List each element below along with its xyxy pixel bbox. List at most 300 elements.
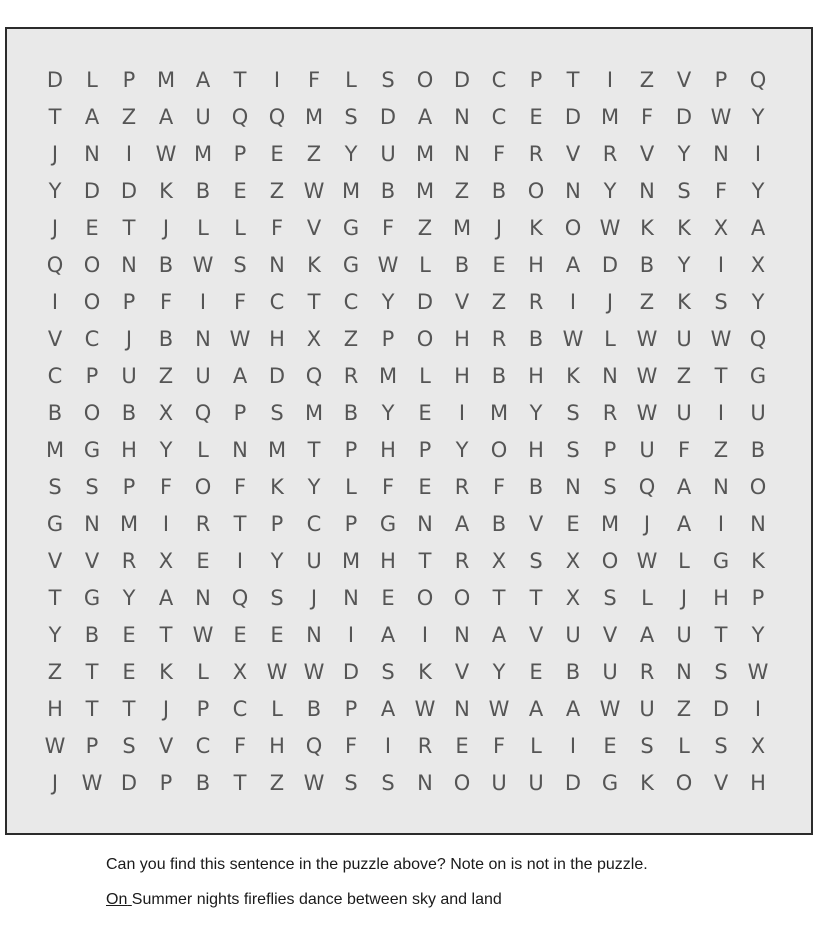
grid-letter[interactable]: X [565,586,581,610]
grid-letter[interactable]: K [418,660,432,684]
grid-letter[interactable]: Y [344,142,358,166]
grid-letter[interactable]: H [47,697,63,721]
grid-letter[interactable]: T [122,697,136,721]
grid-letter[interactable]: P [270,512,284,536]
grid-letter[interactable]: B [528,475,544,499]
grid-letter[interactable]: S [270,586,284,610]
grid-letter[interactable]: D [453,68,471,92]
grid-letter[interactable]: U [750,401,766,425]
grid-letter[interactable]: A [417,105,433,129]
grid-letter[interactable]: S [381,68,395,92]
grid-letter[interactable]: A [158,586,174,610]
grid-letter[interactable]: B [195,771,211,795]
grid-letter[interactable]: S [122,734,136,758]
grid-letter[interactable]: Y [751,179,765,203]
grid-letter[interactable]: S [85,475,99,499]
grid-letter[interactable]: O [675,771,693,795]
grid-letter[interactable]: E [603,734,617,758]
grid-letter[interactable]: P [122,290,136,314]
grid-letter[interactable]: E [418,401,432,425]
grid-letter[interactable]: Z [454,179,470,203]
grid-letter[interactable]: O [490,438,508,462]
grid-letter[interactable]: Y [603,179,617,203]
grid-letter[interactable]: B [47,401,63,425]
grid-letter[interactable]: D [416,290,434,314]
grid-letter[interactable]: K [270,475,284,499]
grid-letter[interactable]: S [603,586,617,610]
grid-letter[interactable]: I [606,68,614,92]
grid-letter[interactable]: P [196,697,210,721]
grid-letter[interactable]: D [268,364,286,388]
grid-letter[interactable]: A [232,364,248,388]
grid-letter[interactable]: W [266,660,288,684]
grid-letter[interactable]: W [192,253,214,277]
grid-letter[interactable]: B [343,401,359,425]
grid-letter[interactable]: L [234,216,246,240]
grid-letter[interactable]: O [83,401,101,425]
grid-letter[interactable]: W [636,549,658,573]
grid-letter[interactable]: M [45,438,65,462]
grid-letter[interactable]: A [565,253,581,277]
grid-letter[interactable]: S [714,290,728,314]
grid-letter[interactable]: H [528,364,544,388]
grid-letter[interactable]: J [495,216,503,240]
grid-letter[interactable]: G [342,216,360,240]
grid-letter[interactable]: D [342,660,360,684]
grid-letter[interactable]: J [680,586,688,610]
grid-letter[interactable]: H [121,438,137,462]
grid-letter[interactable]: B [306,697,322,721]
grid-letter[interactable]: G [749,364,767,388]
grid-letter[interactable]: W [710,327,732,351]
grid-letter[interactable]: S [233,253,247,277]
grid-letter[interactable]: F [159,290,173,314]
grid-letter[interactable]: B [84,623,100,647]
grid-letter[interactable]: Z [47,660,63,684]
grid-letter[interactable]: G [601,771,619,795]
grid-letter[interactable]: A [676,475,692,499]
grid-letter[interactable]: H [528,253,544,277]
grid-letter[interactable]: P [418,438,432,462]
grid-letter[interactable]: Z [269,771,285,795]
grid-letter[interactable]: M [341,549,361,573]
grid-letter[interactable]: Z [676,364,692,388]
grid-letter[interactable]: O [453,771,471,795]
grid-letter[interactable]: L [678,549,690,573]
grid-letter[interactable]: R [417,734,433,758]
grid-letter[interactable]: U [380,142,396,166]
grid-letter[interactable]: C [491,68,507,92]
grid-letter[interactable]: E [196,549,210,573]
grid-letter[interactable]: E [381,586,395,610]
grid-letter[interactable]: L [345,475,357,499]
grid-letter[interactable]: I [421,623,429,647]
grid-letter[interactable]: W [303,179,325,203]
grid-letter[interactable]: F [714,179,728,203]
grid-letter[interactable]: I [236,549,244,573]
grid-letter[interactable]: V [47,549,63,573]
grid-letter[interactable]: W [414,697,436,721]
grid-letter[interactable]: M [415,142,435,166]
grid-letter[interactable]: M [341,179,361,203]
grid-letter[interactable]: I [458,401,466,425]
grid-letter[interactable]: V [676,68,692,92]
grid-letter[interactable]: W [155,142,177,166]
grid-letter[interactable]: W [710,105,732,129]
grid-letter[interactable]: X [713,216,729,240]
grid-letter[interactable]: G [83,586,101,610]
grid-letter[interactable]: W [636,327,658,351]
grid-letter[interactable]: I [51,290,59,314]
grid-letter[interactable]: Q [749,68,767,92]
grid-letter[interactable]: H [454,327,470,351]
grid-letter[interactable]: W [562,327,584,351]
grid-letter[interactable]: K [640,216,654,240]
grid-letter[interactable]: C [491,105,507,129]
grid-letter[interactable]: V [528,623,544,647]
grid-letter[interactable]: N [639,179,655,203]
grid-letter[interactable]: Y [307,475,321,499]
grid-letter[interactable]: H [269,734,285,758]
grid-letter[interactable]: N [713,475,729,499]
grid-letter[interactable]: Y [492,660,506,684]
grid-letter[interactable]: Z [269,179,285,203]
grid-letter[interactable]: E [122,660,136,684]
grid-letter[interactable]: N [454,142,470,166]
grid-letter[interactable]: E [270,142,284,166]
grid-letter[interactable]: D [120,771,138,795]
grid-letter[interactable]: P [159,771,173,795]
grid-letter[interactable]: B [380,179,396,203]
grid-letter[interactable]: F [381,475,395,499]
grid-letter[interactable]: N [306,623,322,647]
grid-letter[interactable]: R [528,142,544,166]
grid-letter[interactable]: T [492,586,506,610]
grid-letter[interactable]: O [416,327,434,351]
grid-letter[interactable]: O [453,586,471,610]
grid-letter[interactable]: U [676,327,692,351]
grid-letter[interactable]: J [643,512,651,536]
grid-letter[interactable]: V [639,142,655,166]
grid-letter[interactable]: K [566,364,580,388]
grid-letter[interactable]: V [84,549,100,573]
grid-letter[interactable]: P [233,401,247,425]
grid-letter[interactable]: R [639,660,655,684]
grid-letter[interactable]: T [307,438,321,462]
grid-letter[interactable]: V [306,216,322,240]
grid-letter[interactable]: N [565,475,581,499]
grid-letter[interactable]: S [381,771,395,795]
grid-letter[interactable]: L [678,734,690,758]
grid-letter[interactable]: Z [158,364,174,388]
grid-letter[interactable]: F [492,475,506,499]
grid-letter[interactable]: Y [751,623,765,647]
grid-letter[interactable]: O [527,179,545,203]
grid-letter[interactable]: L [197,216,209,240]
grid-letter[interactable]: X [491,549,507,573]
grid-letter[interactable]: X [306,327,322,351]
grid-letter[interactable]: P [233,142,247,166]
grid-letter[interactable]: X [158,549,174,573]
grid-letter[interactable]: M [452,216,472,240]
grid-letter[interactable]: L [419,364,431,388]
grid-letter[interactable]: T [714,364,728,388]
grid-letter[interactable]: Y [529,401,543,425]
grid-letter[interactable]: S [529,549,543,573]
grid-letter[interactable]: V [528,512,544,536]
grid-letter[interactable]: P [603,438,617,462]
grid-letter[interactable]: S [270,401,284,425]
grid-letter[interactable]: O [83,290,101,314]
grid-letter[interactable]: C [232,697,248,721]
grid-letter[interactable]: R [195,512,211,536]
grid-letter[interactable]: F [492,142,506,166]
grid-letter[interactable]: S [640,734,654,758]
grid-letter[interactable]: K [159,179,173,203]
grid-letter[interactable]: F [307,68,321,92]
grid-letter[interactable]: F [640,105,654,129]
grid-letter[interactable]: Z [491,290,507,314]
grid-letter[interactable]: Q [194,401,212,425]
grid-letter[interactable]: Z [639,68,655,92]
grid-letter[interactable]: F [233,475,247,499]
grid-letter[interactable]: A [380,697,396,721]
grid-letter[interactable]: I [569,734,577,758]
grid-letter[interactable]: R [602,142,618,166]
grid-letter[interactable]: W [229,327,251,351]
grid-letter[interactable]: L [641,586,653,610]
grid-letter[interactable]: G [712,549,730,573]
grid-letter[interactable]: C [269,290,285,314]
grid-letter[interactable]: H [269,327,285,351]
grid-letter[interactable]: J [51,142,59,166]
grid-letter[interactable]: U [676,623,692,647]
grid-letter[interactable]: S [677,179,691,203]
grid-letter[interactable]: F [270,216,284,240]
grid-letter[interactable]: U [676,401,692,425]
grid-letter[interactable]: D [83,179,101,203]
grid-letter[interactable]: A [491,623,507,647]
grid-letter[interactable]: W [599,697,621,721]
grid-letter[interactable]: P [122,475,136,499]
grid-letter[interactable]: T [48,105,62,129]
grid-letter[interactable]: Y [48,179,62,203]
grid-letter[interactable]: Y [270,549,284,573]
grid-letter[interactable]: N [269,253,285,277]
grid-letter[interactable]: M [156,68,176,92]
grid-letter[interactable]: O [83,253,101,277]
grid-letter[interactable]: V [454,660,470,684]
grid-letter[interactable]: T [233,68,247,92]
grid-letter[interactable]: V [454,290,470,314]
grid-letter[interactable]: P [85,734,99,758]
grid-letter[interactable]: B [158,327,174,351]
grid-letter[interactable]: A [84,105,100,129]
grid-letter[interactable]: U [306,549,322,573]
grid-letter[interactable]: H [750,771,766,795]
grid-letter[interactable]: Z [676,697,692,721]
grid-letter[interactable]: B [639,253,655,277]
grid-letter[interactable]: Z [343,327,359,351]
grid-letter[interactable]: P [714,68,728,92]
grid-letter[interactable]: D [712,697,730,721]
grid-letter[interactable]: S [714,660,728,684]
grid-letter[interactable]: P [344,512,358,536]
grid-letter[interactable]: E [529,105,543,129]
grid-letter[interactable]: I [273,68,281,92]
grid-letter[interactable]: Z [306,142,322,166]
grid-letter[interactable]: L [197,438,209,462]
grid-letter[interactable]: Q [268,105,286,129]
grid-letter[interactable]: S [381,660,395,684]
grid-letter[interactable]: N [84,512,100,536]
grid-letter[interactable]: D [601,253,619,277]
grid-letter[interactable]: Y [381,401,395,425]
grid-letter[interactable]: T [529,586,543,610]
grid-letter[interactable]: I [569,290,577,314]
grid-letter[interactable]: I [717,512,725,536]
grid-letter[interactable]: Z [417,216,433,240]
grid-letter[interactable]: N [454,623,470,647]
grid-letter[interactable]: Y [677,253,691,277]
grid-letter[interactable]: R [454,549,470,573]
grid-letter[interactable]: B [195,179,211,203]
grid-letter[interactable]: N [232,438,248,462]
grid-letter[interactable]: B [491,179,507,203]
grid-letter[interactable]: L [530,734,542,758]
grid-letter[interactable]: Q [46,253,64,277]
grid-letter[interactable]: S [603,475,617,499]
grid-letter[interactable]: E [455,734,469,758]
grid-letter[interactable]: L [86,68,98,92]
grid-letter[interactable]: N [750,512,766,536]
grid-letter[interactable]: D [564,771,582,795]
grid-letter[interactable]: K [159,660,173,684]
grid-letter[interactable]: T [48,586,62,610]
grid-letter[interactable]: W [636,401,658,425]
grid-letter[interactable]: N [84,142,100,166]
grid-letter[interactable]: J [606,290,614,314]
grid-letter[interactable]: I [125,142,133,166]
grid-letter[interactable]: F [492,734,506,758]
grid-letter[interactable]: B [565,660,581,684]
grid-letter[interactable]: J [51,771,59,795]
grid-letter[interactable]: A [195,68,211,92]
grid-letter[interactable]: Y [381,290,395,314]
grid-letter[interactable]: V [713,771,729,795]
grid-letter[interactable]: P [381,327,395,351]
grid-letter[interactable]: S [48,475,62,499]
grid-letter[interactable]: Y [751,105,765,129]
grid-letter[interactable]: U [602,660,618,684]
grid-letter[interactable]: U [491,771,507,795]
grid-letter[interactable]: B [454,253,470,277]
grid-letter[interactable]: A [158,105,174,129]
grid-letter[interactable]: D [564,105,582,129]
grid-letter[interactable]: P [751,586,765,610]
grid-letter[interactable]: A [528,697,544,721]
grid-letter[interactable]: J [51,216,59,240]
grid-letter[interactable]: R [343,364,359,388]
grid-letter[interactable]: P [85,364,99,388]
grid-letter[interactable]: P [529,68,543,92]
grid-letter[interactable]: D [46,68,64,92]
grid-letter[interactable]: N [676,660,692,684]
grid-letter[interactable]: E [85,216,99,240]
grid-letter[interactable]: U [195,105,211,129]
grid-letter[interactable]: L [271,697,283,721]
grid-letter[interactable]: T [714,623,728,647]
grid-letter[interactable]: N [121,253,137,277]
grid-letter[interactable]: R [491,327,507,351]
grid-letter[interactable]: B [528,327,544,351]
grid-letter[interactable]: D [120,179,138,203]
grid-letter[interactable]: A [750,216,766,240]
grid-letter[interactable]: M [304,401,324,425]
grid-letter[interactable]: J [310,586,318,610]
grid-letter[interactable]: P [344,438,358,462]
grid-letter[interactable]: A [454,512,470,536]
grid-letter[interactable]: E [122,623,136,647]
grid-letter[interactable]: K [307,253,321,277]
grid-letter[interactable]: U [639,438,655,462]
grid-letter[interactable]: O [194,475,212,499]
grid-letter[interactable]: M [119,512,139,536]
grid-letter[interactable]: I [754,142,762,166]
grid-letter[interactable]: H [380,549,396,573]
grid-letter[interactable]: B [750,438,766,462]
grid-letter[interactable]: W [488,697,510,721]
grid-letter[interactable]: M [600,105,620,129]
grid-letter[interactable]: I [162,512,170,536]
grid-letter[interactable]: H [454,364,470,388]
grid-letter[interactable]: L [197,660,209,684]
grid-letter[interactable]: T [122,216,136,240]
grid-letter[interactable]: U [639,697,655,721]
grid-letter[interactable]: S [566,438,580,462]
grid-letter[interactable]: W [81,771,103,795]
grid-letter[interactable]: E [233,179,247,203]
grid-letter[interactable]: G [83,438,101,462]
grid-letter[interactable]: G [46,512,64,536]
grid-letter[interactable]: M [489,401,509,425]
grid-letter[interactable]: M [304,105,324,129]
grid-letter[interactable]: K [677,216,691,240]
grid-letter[interactable]: O [416,68,434,92]
grid-letter[interactable]: Z [639,290,655,314]
grid-letter[interactable]: E [418,475,432,499]
grid-letter[interactable]: X [232,660,248,684]
grid-letter[interactable]: O [416,586,434,610]
grid-letter[interactable]: M [415,179,435,203]
grid-letter[interactable]: J [162,697,170,721]
grid-letter[interactable]: L [604,327,616,351]
grid-letter[interactable]: Y [122,586,136,610]
grid-letter[interactable]: X [750,253,766,277]
grid-letter[interactable]: L [345,68,357,92]
grid-letter[interactable]: I [199,290,207,314]
grid-letter[interactable]: F [677,438,691,462]
grid-letter[interactable]: U [121,364,137,388]
grid-letter[interactable]: W [747,660,769,684]
grid-letter[interactable]: N [454,105,470,129]
grid-letter[interactable]: Y [48,623,62,647]
grid-letter[interactable]: K [640,771,654,795]
grid-letter[interactable]: Z [121,105,137,129]
grid-letter[interactable]: H [528,438,544,462]
grid-letter[interactable]: R [454,475,470,499]
grid-letter[interactable]: E [529,660,543,684]
